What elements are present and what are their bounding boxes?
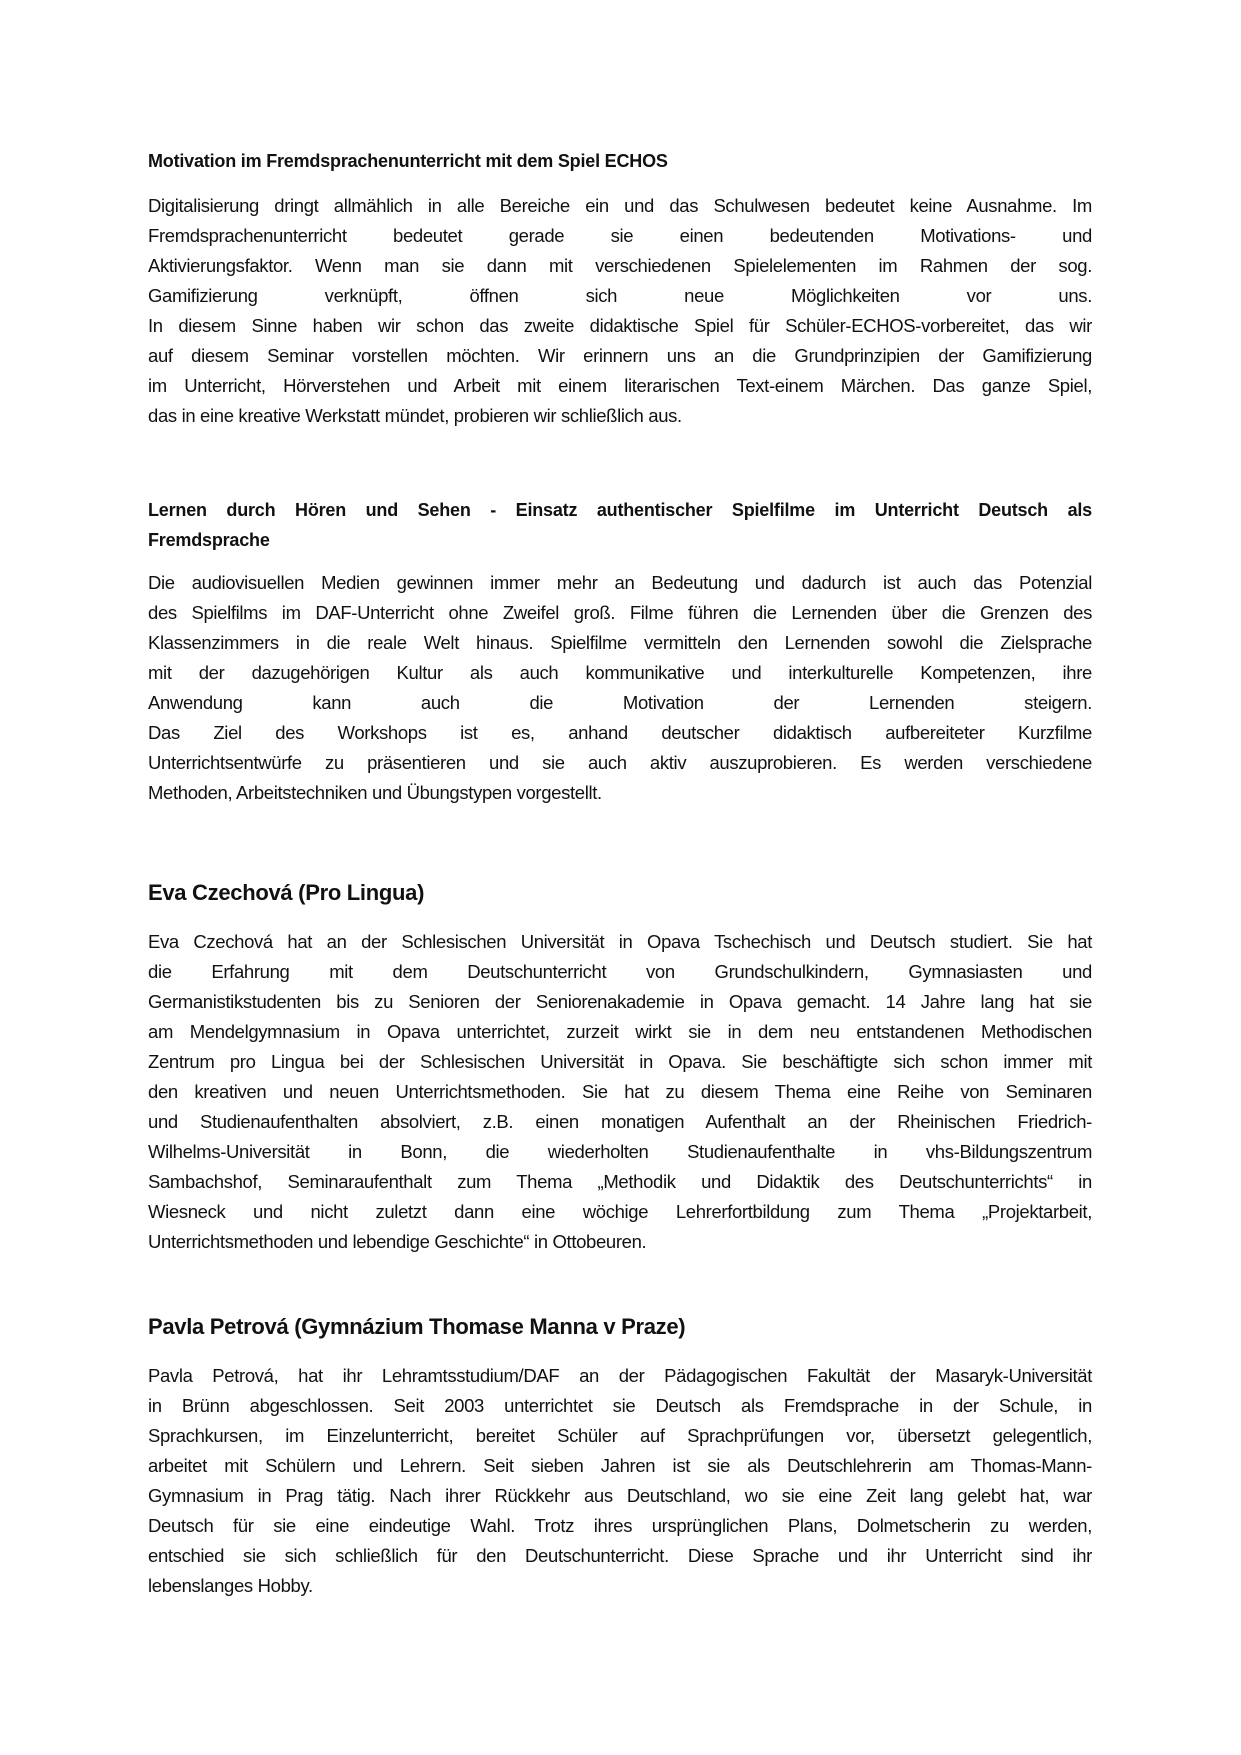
- text-line: Gymnasium in Prag tätig. Nach ihrer Rückkehr aus Deutschland, wo sie eine Zeit lang gelebt hat, war: [148, 1485, 1092, 1506]
- text-line: in Brünn abgeschlossen. Seit 2003 unterrichtet sie Deutsch als Fremdsprache in der Schule, in: [148, 1395, 1092, 1416]
- text-line: des Spielfilms im DAF-Unterricht ohne Zweifel groß. Filme führen die Lernenden über die Grenzen des: [148, 602, 1092, 623]
- text-line: den kreativen und neuen Unterrichtsmethoden. Sie hat zu diesem Thema eine Reihe von Seminaren: [148, 1081, 1092, 1102]
- section-petrova-body: [148, 1361, 1092, 1601]
- text-line: arbeitet mit Schülern und Lehrern. Seit sieben Jahren ist sie als Deutschlehrerin am Thomas-Mann-: [148, 1455, 1092, 1476]
- text-line: das in eine kreative Werkstatt mündet, probieren wir schließlich aus.: [148, 405, 682, 426]
- text-line: lebenslanges Hobby.: [148, 1575, 313, 1596]
- text-line: Methoden, Arbeitstechniken und Übungstypen vorgestellt.: [148, 782, 602, 803]
- text-line: Eva Czechová hat an der Schlesischen Universität in Opava Tschechisch und Deutsch studiert. Sie hat: [148, 931, 1092, 952]
- text-line: im Unterricht, Hörverstehen und Arbeit mit einem literarischen Text-einem Märchen. Das ganze Spiel,: [148, 375, 1092, 396]
- section-spielfilme-body: [148, 568, 1092, 808]
- text-line: Sambachshof, Seminaraufenthalt zum Thema „Methodik und Didaktik des Deutschunterrichts“ in: [148, 1171, 1092, 1192]
- text-line: Digitalisierung dringt allmählich in alle Bereiche ein und das Schulwesen bedeutet keine Ausnahme. Im: [148, 195, 1092, 216]
- section-title-line: Fremdsprache: [148, 530, 270, 550]
- text-line: Unterrichtsentwürfe zu präsentieren und sie auch aktiv auszuprobieren. Es werden verschiedene: [148, 752, 1092, 773]
- section-czechova-body: [148, 927, 1092, 1257]
- text-line: In diesem Sinne haben wir schon das zweite didaktische Spiel für Schüler-ECHOS-vorbereitet, das wir: [148, 315, 1092, 336]
- text-line: Sprachkursen, im Einzelunterricht, bereitet Schüler auf Sprachprüfungen vor, übersetzt gelegentlich,: [148, 1425, 1092, 1446]
- text-line: Anwendung kann auch die Motivation der Lernenden steigern.: [148, 692, 1092, 713]
- section-title: Motivation im Fremdsprachenunterricht mit dem Spiel ECHOS: [148, 151, 668, 171]
- text-line: Wiesneck und nicht zuletzt dann eine wöchige Lehrerfortbildung zum Thema „Projektarbeit,: [148, 1201, 1092, 1222]
- section-petrova: [148, 1312, 1092, 1342]
- text-line: die Erfahrung mit dem Deutschunterricht von Grundschulkindern, Gymnasiasten und: [148, 961, 1092, 982]
- text-line: Aktivierungsfaktor. Wenn man sie dann mit verschiedenen Spielelementen im Rahmen der sog.: [148, 255, 1092, 276]
- text-line: Wilhelms-Universität in Bonn, die wiederholten Studienaufenthalte in vhs-Bildungszentrum: [148, 1141, 1092, 1162]
- text-line: Unterrichtsmethoden und lebendige Geschichte“ in Ottobeuren.: [148, 1231, 647, 1252]
- text-line: Gamifizierung verknüpft, öffnen sich neue Möglichkeiten vor uns.: [148, 285, 1092, 306]
- section-title-line: Lernen durch Hören und Sehen - Einsatz authentischer Spielfilme im Unterricht Deutsch als: [148, 500, 1092, 520]
- text-line: Die audiovisuellen Medien gewinnen immer mehr an Bedeutung und dadurch ist auch das Potenzial: [148, 572, 1092, 593]
- section-spielfilme-title: [148, 495, 1092, 555]
- section-title: Pavla Petrová (Gymnázium Thomase Manna v Praze): [148, 1314, 686, 1339]
- text-line: Germanistikstudenten bis zu Senioren der Seniorenakademie in Opava gemacht. 14 Jahre lang hat sie: [148, 991, 1092, 1012]
- text-line: Fremdsprachenunterricht bedeutet gerade sie einen bedeutenden Motivations- und: [148, 225, 1092, 246]
- text-line: Klassenzimmers in die reale Welt hinaus. Spielfilme vermitteln den Lernenden sowohl die Zielsprache: [148, 632, 1092, 653]
- section-title: Eva Czechová (Pro Lingua): [148, 880, 425, 905]
- text-line: Zentrum pro Lingua bei der Schlesischen Universität in Opava. Sie beschäftigte sich schon immer mit: [148, 1051, 1092, 1072]
- text-line: entschied sie sich schließlich für den Deutschunterricht. Diese Sprache und ihr Unterricht sind ihr: [148, 1545, 1092, 1566]
- section-echos-body: [148, 191, 1092, 431]
- section-echos: [148, 146, 1092, 176]
- text-line: mit der dazugehörigen Kultur als auch kommunikative und interkulturelle Kompetenzen, ihre: [148, 662, 1092, 683]
- text-line: auf diesem Seminar vorstellen möchten. Wir erinnern uns an die Grundprinzipien der Gamifizierung: [148, 345, 1092, 366]
- text-line: Pavla Petrová, hat ihr Lehramtsstudium/DAF an der Pädagogischen Fakultät der Masaryk-Universität: [148, 1365, 1092, 1386]
- text-line: und Studienaufenthalten absolviert, z.B. einen monatigen Aufenthalt an der Rheinischen Friedrich-: [148, 1111, 1092, 1132]
- text-line: Das Ziel des Workshops ist es, anhand deutscher didaktisch aufbereiteter Kurzfilme: [148, 722, 1092, 743]
- text-line: am Mendelgymnasium in Opava unterrichtet, zurzeit wirkt sie in dem neu entstandenen Methodischen: [148, 1021, 1092, 1042]
- section-czechova: [148, 878, 1092, 908]
- text-line: Deutsch für sie eine eindeutige Wahl. Trotz ihres ursprünglichen Plans, Dolmetscherin zu werden,: [148, 1515, 1092, 1536]
